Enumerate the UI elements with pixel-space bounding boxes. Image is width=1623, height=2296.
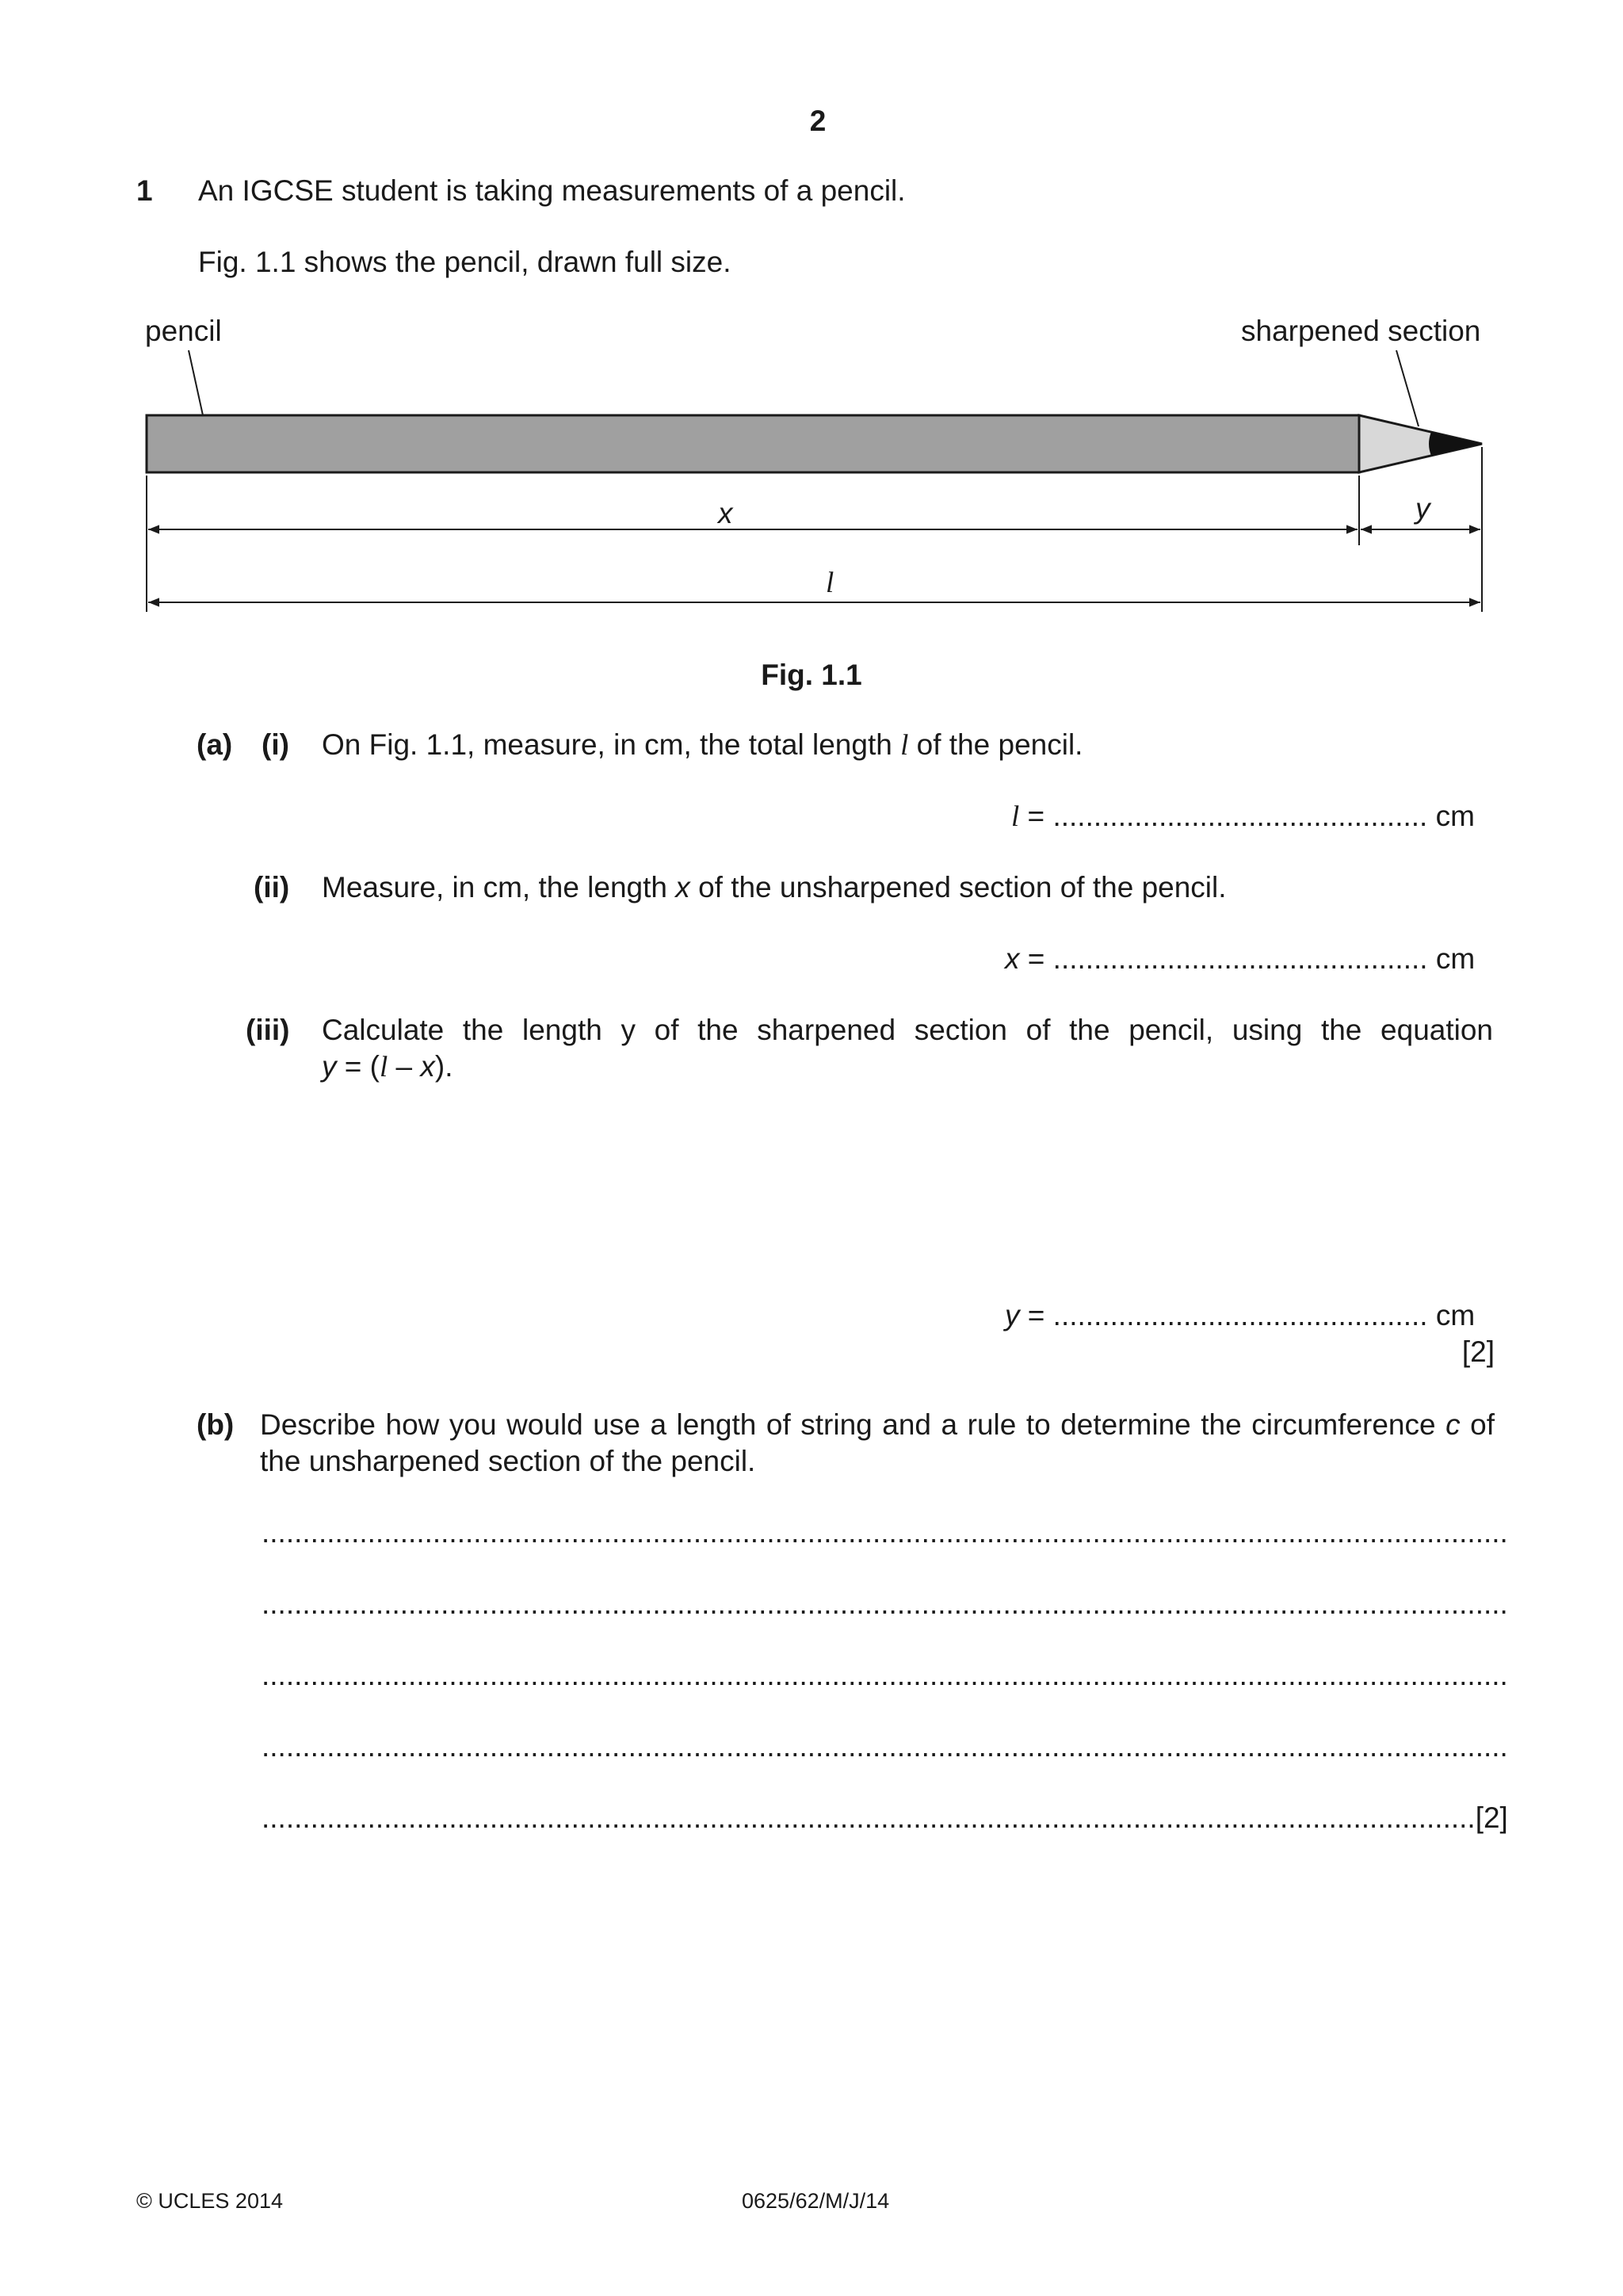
part-a-i-text-before: On Fig. 1.1, measure, in cm, the total length	[322, 728, 892, 761]
part-a-ii-text-after: of the unsharpened section of the pencil.	[698, 871, 1227, 904]
part-b-var-c: c	[1445, 1408, 1461, 1441]
question-number: 1	[136, 174, 153, 207]
part-a-iii-equation	[322, 1049, 453, 1085]
part-a-ii-text	[322, 870, 1227, 905]
label-sharpened-section: sharpened section	[1241, 315, 1481, 347]
part-b-text-after: of	[1470, 1408, 1495, 1441]
part-b-text-before: Describe how you would use a length of string and a rule to determine the circumference	[260, 1408, 1436, 1441]
answer-line-3[interactable]: .........................................................................................................................................................	[262, 1659, 1508, 1691]
answer-y-var: y	[1005, 1299, 1020, 1331]
dimension-label-y: y	[1415, 492, 1430, 525]
part-b-marks: [2]	[1475, 1801, 1508, 1834]
answer-y-line	[1005, 1298, 1475, 1333]
pencil-sharpened-cone	[1359, 415, 1482, 472]
figure-caption: Fig. 1.1	[761, 659, 862, 691]
answer-x-field[interactable]: ..............................................	[1052, 942, 1428, 975]
pencil-body	[147, 415, 1359, 472]
equation-open: = (	[336, 1050, 380, 1083]
answer-line-4[interactable]: .........................................................................................................................................................	[262, 1730, 1508, 1763]
part-a-i-label: (i)	[262, 728, 289, 761]
answer-y-unit: cm	[1435, 1299, 1476, 1331]
dimension-label-l: l	[826, 567, 834, 599]
footer-code: 0625/62/M/J/14	[742, 2189, 890, 2213]
footer-copyright: © UCLES 2014	[136, 2189, 283, 2213]
part-a-ii-text-before: Measure, in cm, the length	[322, 871, 667, 904]
answer-l-line	[1011, 799, 1475, 835]
part-a-ii-var: x	[675, 871, 690, 904]
part-a-i-text	[322, 728, 1083, 763]
dimension-label-x: x	[718, 497, 733, 529]
equation-close: ).	[434, 1050, 453, 1083]
answer-l-eq: =	[1019, 800, 1053, 832]
part-a-marks: [2]	[1461, 1335, 1495, 1368]
equation-minus: –	[388, 1050, 421, 1083]
part-a-ii-label: (ii)	[254, 871, 290, 904]
part-a-i-var: l	[900, 729, 909, 762]
answer-x-line	[1005, 942, 1475, 976]
part-b-text-line1	[260, 1408, 1495, 1442]
sharpened-leader-line	[1396, 350, 1419, 426]
answer-line-2[interactable]: .........................................................................................................................................................	[262, 1587, 1508, 1620]
part-b-label: (b)	[197, 1408, 235, 1441]
part-a-label: (a)	[197, 728, 233, 761]
answer-line-5	[262, 1801, 1508, 1836]
part-a-iii-label: (iii)	[246, 1014, 290, 1046]
answer-l-unit: cm	[1435, 800, 1475, 832]
part-b-text-line2: the unsharpened section of the pencil.	[260, 1445, 756, 1477]
pencil-graphite-tip	[1429, 432, 1482, 456]
pencil-leader-line	[189, 350, 203, 415]
answer-l-var: l	[1011, 800, 1020, 833]
part-a-iii-text-line1: Calculate the length y of the sharpened section of the pencil, using the equation	[322, 1014, 1493, 1046]
answer-line-1[interactable]: .........................................................................................................................................................	[262, 1516, 1508, 1549]
answer-x-unit: cm	[1435, 942, 1476, 975]
equation-l: l	[380, 1051, 388, 1083]
answer-x-var: x	[1005, 942, 1020, 975]
label-pencil: pencil	[145, 315, 222, 347]
question-intro: An IGCSE student is taking measurements of a pencil.	[198, 174, 906, 207]
figure-intro: Fig. 1.1 shows the pencil, drawn full size.	[198, 246, 731, 278]
page-number: 2	[809, 105, 827, 137]
answer-line-5-field[interactable]: .....................................................................................................................................................	[262, 1801, 1476, 1834]
answer-x-eq: =	[1019, 942, 1053, 975]
answer-l-field[interactable]: ..............................................	[1052, 800, 1428, 832]
part-a-i-text-after: of the pencil.	[916, 728, 1083, 761]
answer-y-field[interactable]: ..............................................	[1052, 1299, 1428, 1331]
equation-y: y	[322, 1050, 337, 1083]
equation-x: x	[420, 1050, 435, 1083]
answer-y-eq: =	[1019, 1299, 1053, 1331]
